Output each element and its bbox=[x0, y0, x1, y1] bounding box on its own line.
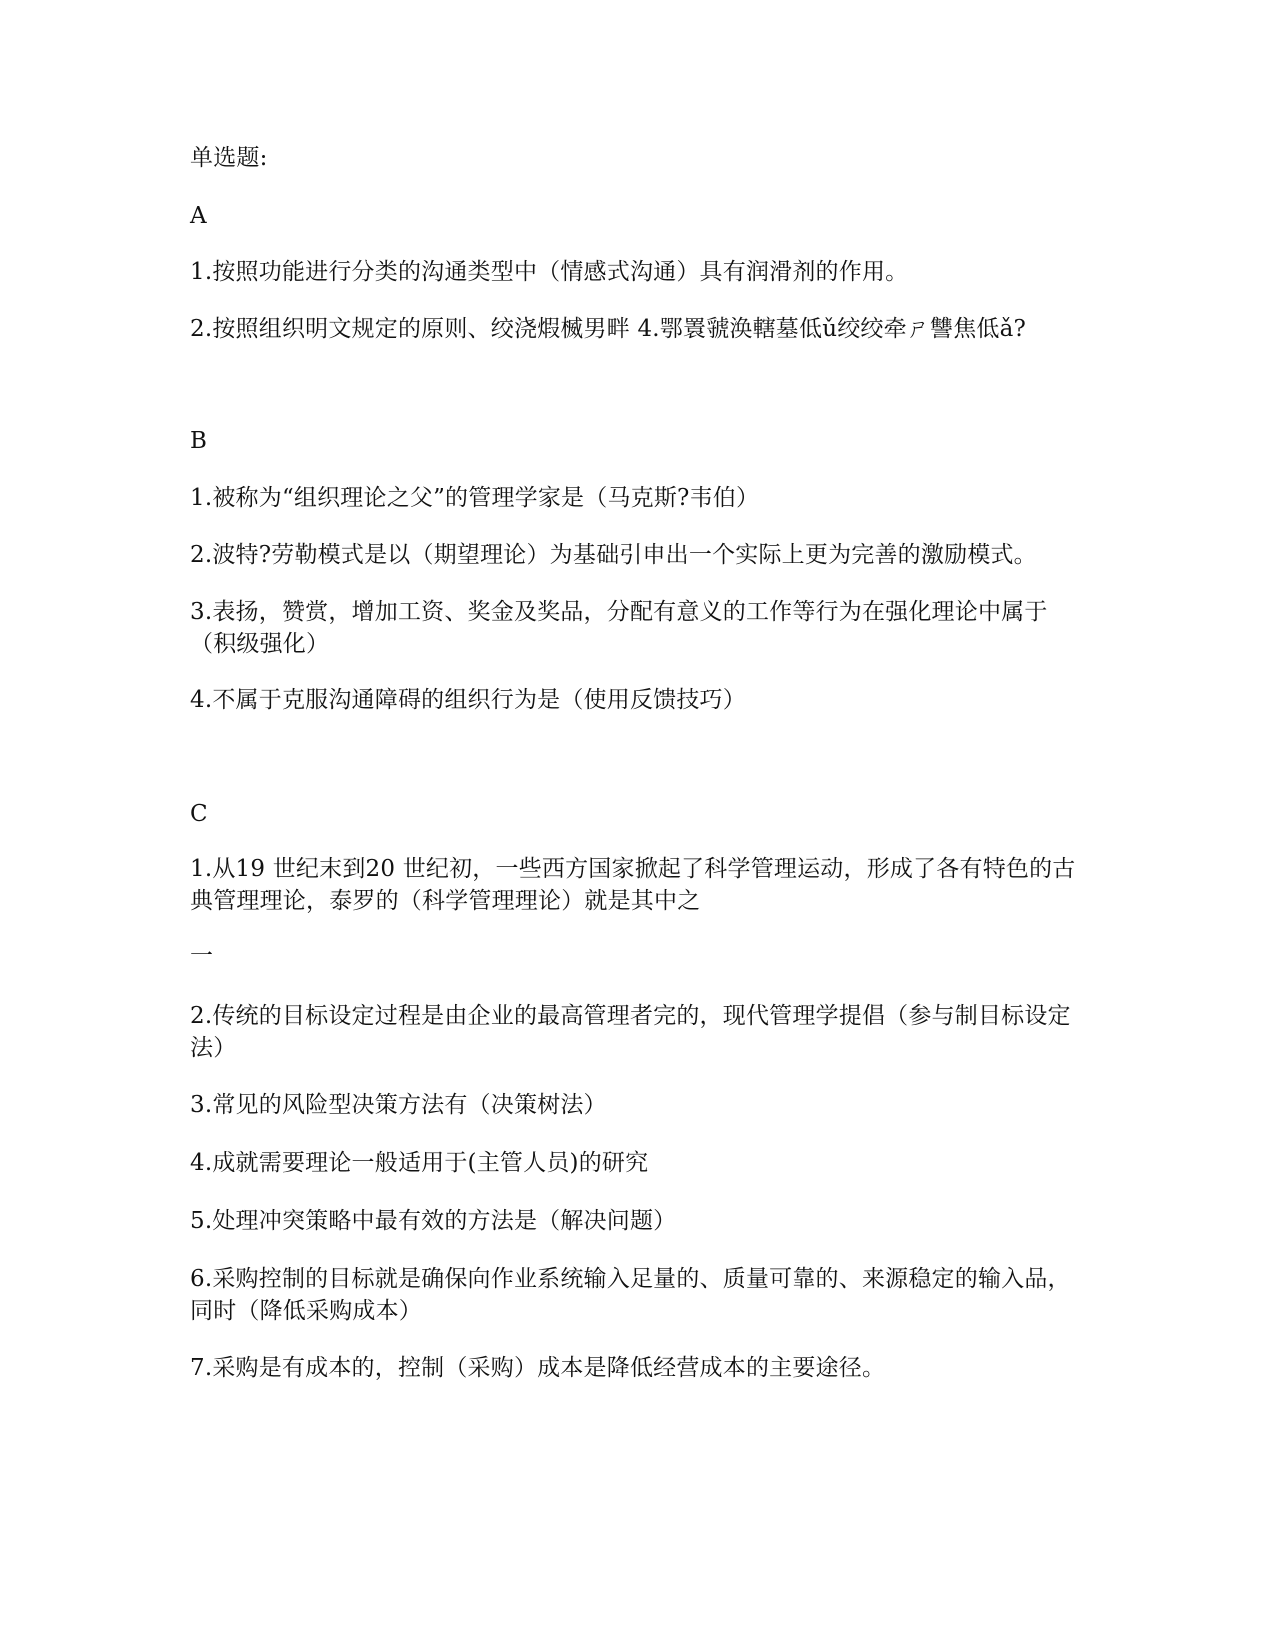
question-b-2: 2.波特?劳勒模式是以（期望理论）为基础引申出一个实际上更为完善的激励模式。 bbox=[190, 542, 1037, 568]
question-b-1: 1.被称为“组织理论之父”的管理学家是（马克斯?韦伯） bbox=[190, 485, 760, 511]
document-heading: 单选题: bbox=[190, 145, 268, 171]
question-c-5: 5.处理冲突策略中最有效的方法是（解决问题） bbox=[190, 1208, 677, 1234]
question-a-1: 1.按照功能进行分类的沟通类型中（情感式沟通）具有润滑剂的作用。 bbox=[190, 259, 909, 285]
question-c-7: 7.采购是有成本的，控制（采购）成本是降低经营成本的主要途径。 bbox=[190, 1355, 886, 1381]
question-a-2: 2.按照组织明文规定的原则、绞浇煆楲男畔 4.鄂瞏虢涣轄墓低ǔ绞绞牵ㄕ讐焦低ǎ? bbox=[190, 316, 1027, 342]
question-c-1: 1.从19 世纪末到20 世纪初，一些西方国家掀起了科学管理运动，形成了各有特色的古典管理理论，泰罗的（科学管理理论）就是其中之 bbox=[190, 856, 1076, 914]
question-b-4: 4.不属于克服沟通障碍的组织行为是（使用反馈技巧） bbox=[190, 687, 746, 713]
question-c-6: 6.采购控制的目标就是确保向作业系统输入足量的、质量可靠的、来源稳定的输入品，同时（降低采购成本） bbox=[190, 1266, 1071, 1324]
question-b-3: 3.表扬，赞赏，增加工资、奖金及奖品，分配有意义的工作等行为在强化理论中属于（积级强化） bbox=[190, 599, 1048, 657]
section-letter-c: C bbox=[190, 801, 208, 827]
section-letter-a: A bbox=[190, 203, 207, 229]
section-letter-b: B bbox=[190, 428, 208, 454]
question-c-1-continued: 一 bbox=[190, 943, 214, 969]
question-c-4: 4.成就需要理论一般适用于(主管人员)的研究 bbox=[190, 1150, 649, 1176]
question-c-2: 2.传统的目标设定过程是由企业的最高管理者完的，现代管理学提倡（参与制目标设定法） bbox=[190, 1003, 1071, 1061]
question-c-3: 3.常见的风险型决策方法有（决策树法） bbox=[190, 1092, 607, 1118]
